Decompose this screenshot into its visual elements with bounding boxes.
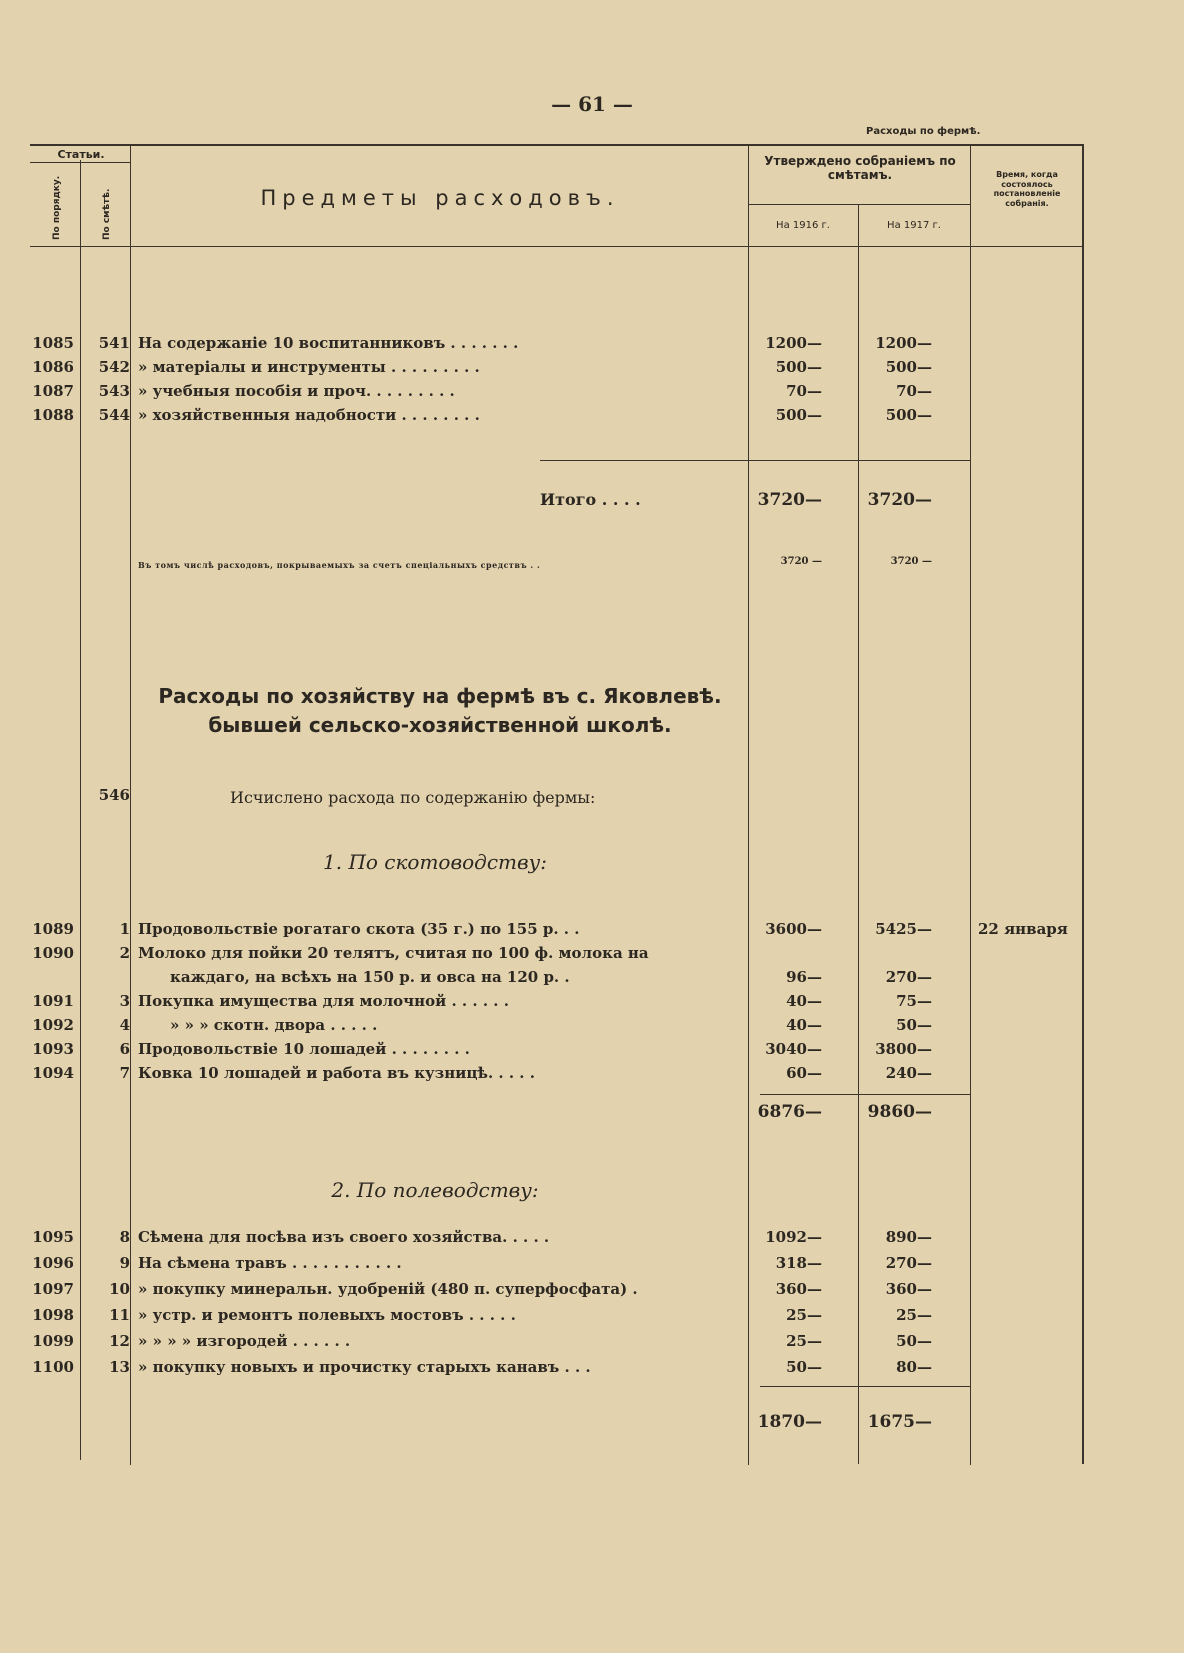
header-po-smete: По смѣтѣ. [102,188,112,240]
row-number: 1088 [32,406,74,424]
farm-heading [120,682,760,740]
row-text: Молоко для пойки 20 телятъ, считая по 100 ф. молока на [138,944,649,962]
row-article: 543 [98,382,130,400]
itogo-label: Итого . . . . [540,490,641,509]
row-article: 13 [109,1358,130,1376]
note-value-1917: 3720 — [890,556,932,567]
row-number: 1090 [32,944,74,962]
row-value-1917: 270— [885,968,932,986]
row-text: » хозяйственныя надобности . . . . . . . . [138,406,480,424]
row-text: На содержаніе 10 воспитанниковъ . . . . . . . [138,334,519,352]
row-value-1917: 70— [896,382,932,400]
row-value-1917: 80— [896,1358,932,1376]
row-value-1917: 500— [885,358,932,376]
header-sub-rule [748,204,970,205]
row-text: Продовольствіе 10 лошадей . . . . . . . . [138,1040,470,1058]
col-rule-date [970,145,971,1465]
itogo-rule [540,460,970,461]
row-text: Покупка имущества для молочной . . . . . . [138,992,509,1010]
calc-article: 546 [98,786,130,804]
row-number: 1096 [32,1254,74,1272]
itogo-value-1917: 3720— [867,490,932,510]
row-article: 544 [98,406,130,424]
row-value-1916: 3040— [765,1040,822,1058]
row-value-1917: 3800— [875,1040,932,1058]
row-text: » покупку минеральн. удобреній (480 п. суперфосфата) . [138,1280,638,1298]
col-rule-right [1082,144,1084,1464]
subheading-livestock: 1. По скотоводству: [323,850,547,874]
row-number: 1097 [32,1280,74,1298]
row-value-1917: 25— [896,1306,932,1324]
col-rule-article [130,145,131,1465]
row-article: 541 [98,334,130,352]
top-rule [30,144,1082,146]
page-number: — 61 — [551,92,633,116]
row-text: » покупку новыхъ и прочистку старыхъ канавъ . . . [138,1358,591,1376]
sum2-rule [760,1094,970,1095]
farm-heading-line2: бывшей сельско-хозяйственной школѣ. [208,713,672,737]
header-predmety: Предметы расходовъ. [260,186,620,210]
row-number: 1085 [32,334,74,352]
row-article: 2 [119,944,130,962]
row-value-1917: 75— [896,992,932,1010]
row-text: Сѣмена для посѣва изъ своего хозяйства. . . . . [138,1228,550,1246]
header-na-1917: На 1917 г. [887,220,941,231]
row-article: 11 [109,1306,130,1324]
row-value-1916: 3600— [765,920,822,938]
row-number: 1092 [32,1016,74,1034]
row-text: » » » скотн. двора . . . . . [170,1016,378,1034]
row-value-1917: 240— [885,1064,932,1082]
row-value-1917: 360— [885,1280,932,1298]
row-value-1916: 500— [775,358,822,376]
row-value-1917: 5425— [875,920,932,938]
row-article: 6 [119,1040,130,1058]
row-text: » » » » изгородей . . . . . . [138,1332,351,1350]
row-value-1916: 1200— [765,334,822,352]
itogo-value-1916: 3720— [757,490,822,510]
section-title: Расходы по фермѣ. [866,126,981,137]
farm-heading-line1: Расходы по хозяйству на фермѣ въ с. Яковлевѣ. [158,684,722,708]
note-value-1916: 3720 — [780,556,822,567]
sum2-value-1916: 6876— [757,1102,822,1122]
row-number: 1093 [32,1040,74,1058]
row-value-1917: 270— [885,1254,932,1272]
row-article: 12 [109,1332,130,1350]
row-value-1917: 1200— [875,334,932,352]
row-article: 4 [119,1016,130,1034]
row-number: 1099 [32,1332,74,1350]
row-value-1916: 40— [786,1016,822,1034]
row-value-1916: 500— [775,406,822,424]
header-na-1916: На 1916 г. [776,220,830,231]
header-vremya: Время, когда состоялось постановленіе собранія. [993,170,1061,208]
row-value-1916: 25— [786,1306,822,1324]
row-number: 1086 [32,358,74,376]
row-text-continued: каждаго, на всѣхъ на 150 р. и овса на 120 р. . [170,968,570,986]
row-value-1916: 318— [775,1254,822,1272]
row-article: 542 [98,358,130,376]
sum3-rule [760,1386,970,1387]
row-value-1917: 50— [896,1016,932,1034]
row-value-1917: 50— [896,1332,932,1350]
row-number: 1100 [32,1358,74,1376]
row-text: Ковка 10 лошадей и работа въ кузницѣ. . . . . [138,1064,535,1082]
row-value-1916: 96— [786,968,822,986]
header-bottom-rule [30,246,1082,247]
row-number: 1087 [32,382,74,400]
header-po-poryadku: По порядку. [52,175,62,240]
row-text: Продовольствіе рогатаго скота (35 г.) по 155 р. . . [138,920,580,938]
row-number: 1089 [32,920,74,938]
row-text: » учебныя пособія и проч. . . . . . . . . [138,382,455,400]
row-article: 9 [119,1254,130,1272]
header-utverzhdeno: Утверждено собраніемъ по смѣтамъ. [764,154,956,183]
calc-text: Исчислено расхода по содержанію фермы: [230,788,596,807]
row-number: 1098 [32,1306,74,1324]
row-article: 10 [109,1280,130,1298]
row-number: 1094 [32,1064,74,1082]
row-text: » матеріалы и инструменты . . . . . . . . . [138,358,480,376]
row-value-1916: 360— [775,1280,822,1298]
row-text: На сѣмена травъ . . . . . . . . . . . [138,1254,402,1272]
row-article: 1 [119,920,130,938]
row-value-1917: 890— [885,1228,932,1246]
sum3-value-1917: 1675— [867,1412,932,1432]
row-value-1916: 70— [786,382,822,400]
sum3-value-1916: 1870— [757,1412,822,1432]
row-value-1916: 60— [786,1064,822,1082]
row-value-1916: 25— [786,1332,822,1350]
row-article: 3 [119,992,130,1010]
row-value-1916: 1092— [765,1228,822,1246]
row-article: 7 [119,1064,130,1082]
row-article: 8 [119,1228,130,1246]
sum2-value-1917: 9860— [867,1102,932,1122]
row-value-1916: 50— [786,1358,822,1376]
special-funds-note: Въ томъ числѣ расходовъ, покрываемыхъ за счетъ спеціальныхъ средствъ . . [138,560,541,570]
subheading-field: 2. По полеводству: [331,1178,539,1202]
row-date-note: 22 января [978,920,1068,938]
row-value-1917: 500— [885,406,932,424]
row-value-1916: 40— [786,992,822,1010]
statyi-rule [30,162,130,163]
row-text: » устр. и ремонтъ полевыхъ мостовъ . . . . . [138,1306,516,1324]
header-statyi: Статьи. [57,148,105,161]
row-number: 1091 [32,992,74,1010]
row-number: 1095 [32,1228,74,1246]
